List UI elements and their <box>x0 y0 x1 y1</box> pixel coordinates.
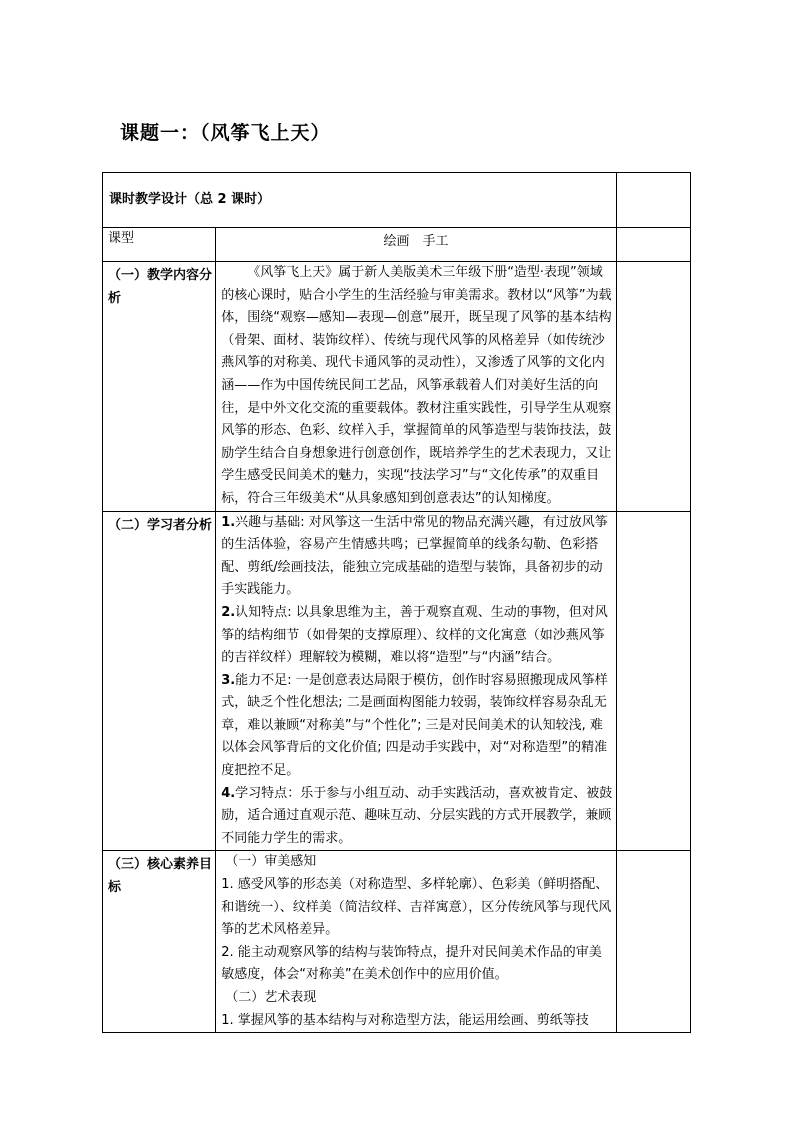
learner-item-num: 2. <box>221 604 236 620</box>
learner-item-text: : 一是创意表达局限于模仿，创作时容易照搬现成风筝样式，缺乏个性化想法; 二是画面构图能力较弱，装饰纹样容易杂乱无章，难以兼顾“对称美”与“个性化”; 三是对民间美术的认知较浅, 难以体会风筝背后的文化价值; 四是动手实践中，对“对称造型”的精准度把控不足。 <box>221 672 608 779</box>
table-row <box>103 511 691 851</box>
goal-item: 1. 掌握风筝的基本结构与对称造型方法，能运用绘画、剪纸等技 <box>221 1012 589 1028</box>
empty-cell <box>616 262 690 512</box>
table-header-row <box>103 173 691 228</box>
type-label: 课型 <box>103 228 216 262</box>
content-analysis-cell <box>216 262 617 512</box>
learner-item <box>221 670 613 783</box>
goal-item: 1. 感受风筝的形态美（对称造型、多样轮廓）、色彩美（鲜明搭配、和谐统一）、纹样美（简洁纹样、吉祥寓意），区分传统风筝与现代风筝的艺术风格差异。 <box>221 877 612 938</box>
learner-item-head: 能力不足 <box>235 672 288 688</box>
table-header-text: 课时教学设计（总 2 课时） <box>109 191 271 207</box>
section-title: （一）审美感知 <box>225 854 317 870</box>
learner-item <box>221 602 613 670</box>
goal-item: 2. 能主动观察风筝的结构与装饰特点，提升对民间美术作品的审美敏感度，体会“对称美”在美术创作中的应用价值。 <box>221 944 602 983</box>
empty-cell <box>616 173 690 228</box>
learner-item-text: ：乐于参与小组互动、动手实践活动，喜欢被肯定、被鼓励，适合通过直观示范、趣味互动、分层实践的方式开展教学，兼顾不同能力学生的需求。 <box>221 785 613 846</box>
learner-item-text: : 对风筝这一生活中常见的物品充满兴趣，有过放风筝的生活体验，容易产生情感共鸣；已掌握简单的线条勾勒、色彩搭配、剪纸/绘画技法，能独立完成基础的造型与装饰，具备初步的动手实践能力。 <box>221 514 608 598</box>
table-row <box>103 262 691 512</box>
table-row <box>103 851 691 1033</box>
learner-item-head: 兴趣与基础 <box>235 514 301 530</box>
content-analysis-label: （一）教学内容分析 <box>103 262 216 512</box>
lesson-design-table <box>102 172 691 1033</box>
learner-item-head: 学习特点 <box>235 785 288 801</box>
learner-item-num: 4. <box>221 785 236 801</box>
empty-cell <box>616 851 690 1033</box>
learner-item <box>221 512 613 602</box>
learner-analysis-cell <box>216 511 617 851</box>
learner-item <box>221 783 613 851</box>
page-title: 课题一：（风筝飞上天） <box>120 122 331 144</box>
learner-analysis-label: （二）学习者分析 <box>103 511 216 851</box>
empty-cell <box>616 228 690 262</box>
empty-cell <box>616 511 690 851</box>
core-literacy-cell <box>216 851 617 1033</box>
learner-item-num: 3. <box>221 672 236 688</box>
section-title: （二）艺术表现 <box>225 990 317 1005</box>
table-header-cell <box>103 173 617 228</box>
table-row <box>103 228 691 262</box>
content-analysis-text: 《风筝飞上天》属于新人美版美术三年级下册“造型·表现”领域的核心课时，贴合小学生的生活经验与审美需求。教材以“风筝”为载体，围绕“观察—感知—表现—创意”展开，既呈现了风筝的基本结构（骨架、面材、装饰纹样）、传统与现代风筝的风格差异（如传统沙燕风筝的对称美、现代卡通风筝的灵动性），又渗透了风筝的文化内涵——作为中国传统民间工艺品，风筝承载着人们对美好生活的向往，是中外文化交流的重要载体。教材注重实践性，引导学生从观察风筝的形态、色彩、纹样入手，掌握简单的风筝造型与装饰技法，鼓励学生结合自身想象进行创意创作，既培养学生的艺术表现力，又让学生感受民间美术的魅力，实现“技法学习”与“文化传承”的双重目标，符合三年级美术“从具象感知到创意表达”的认知梯度。 <box>221 265 612 506</box>
learner-item-text: : 以具象思维为主，善于观察直观、生动的事物，但对风筝的结构细节（如骨架的支撑原理）、纹样的文化寓意（如沙燕风筝的吉祥纹样）理解较为模糊，难以将“造型”与“内涵”结合。 <box>221 604 608 666</box>
type-value: 绘画 手工 <box>216 228 617 262</box>
core-literacy-label: （三）核心素养目标 <box>103 851 216 1033</box>
learner-item-num: 1. <box>221 514 236 530</box>
learner-item-head: 认知特点 <box>235 604 288 620</box>
